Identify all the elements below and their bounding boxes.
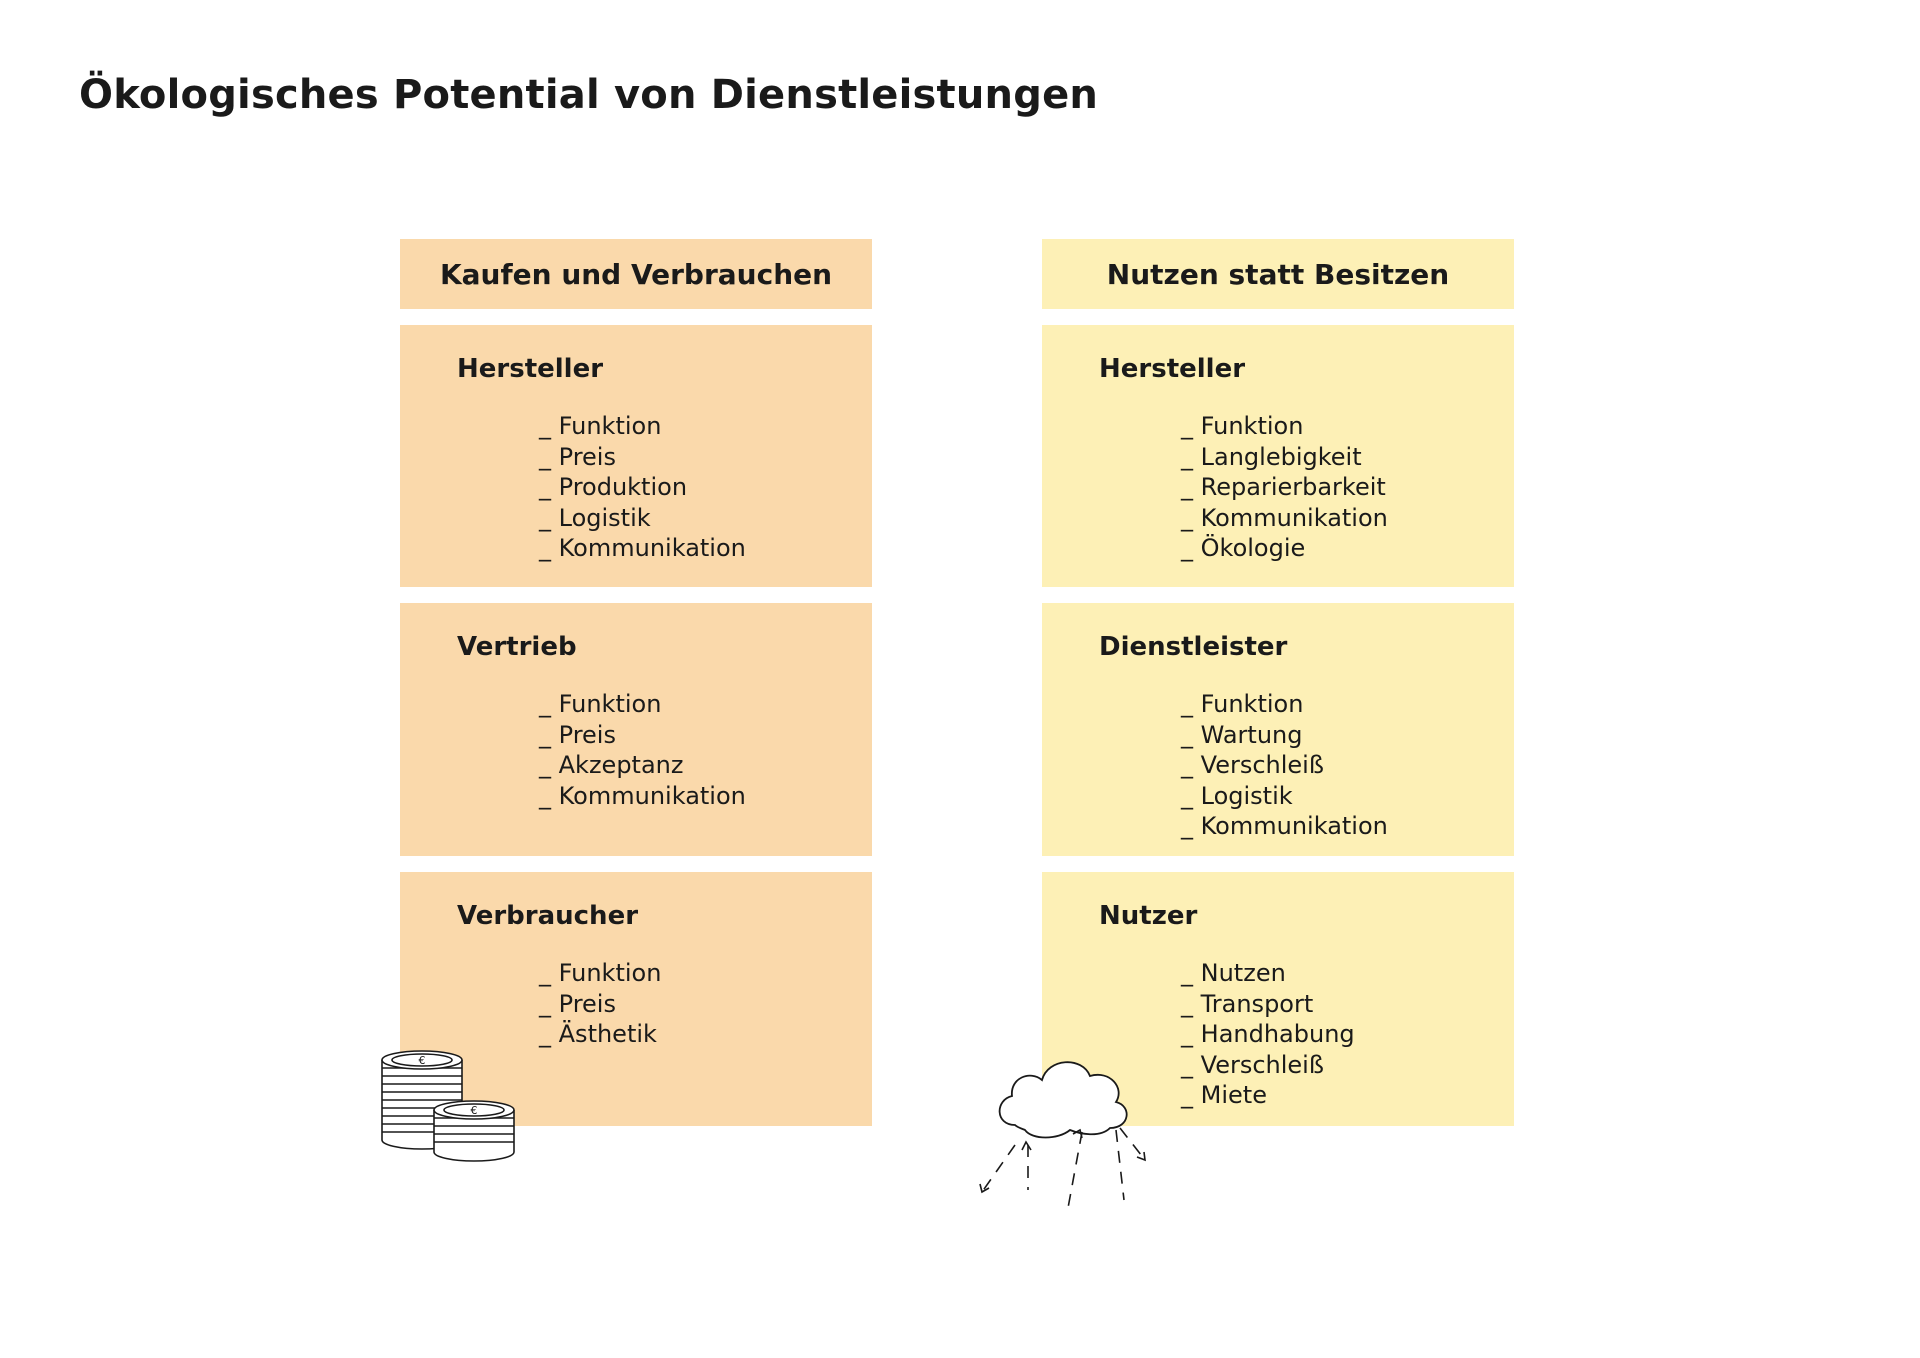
list-item: _ Kommunikation xyxy=(1181,503,1514,534)
item-list xyxy=(1181,411,1514,564)
item-list xyxy=(1181,958,1514,1111)
list-item: _ Kommunikation xyxy=(539,781,872,812)
list-item: _ Funktion xyxy=(1181,689,1514,720)
item-list xyxy=(539,411,872,564)
svg-text:€: € xyxy=(470,1104,478,1117)
list-item: _ Langlebigkeit xyxy=(1181,442,1514,473)
list-item: _ Handhabung xyxy=(1181,1019,1514,1050)
list-item: _ Akzeptanz xyxy=(539,750,872,781)
list-item: _ Ökologie xyxy=(1181,533,1514,564)
list-item: _ Verschleiß xyxy=(1181,750,1514,781)
cloud-arrows-icon xyxy=(970,1030,1170,1210)
list-item: _ Logistik xyxy=(539,503,872,534)
box-vertrieb xyxy=(400,603,872,856)
list-item: _ Preis xyxy=(539,442,872,473)
box-title: Verbraucher xyxy=(457,901,639,931)
box-title: Hersteller xyxy=(1099,354,1246,384)
column-header: Nutzen statt Besitzen xyxy=(1042,239,1514,309)
list-item: _ Nutzen xyxy=(1181,958,1514,989)
column-nutzen-statt-besitzen xyxy=(1042,239,1514,1126)
list-item: _ Transport xyxy=(1181,989,1514,1020)
list-item: _ Kommunikation xyxy=(539,533,872,564)
box-title: Dienstleister xyxy=(1099,632,1288,662)
column-kaufen-und-verbrauchen xyxy=(400,239,872,1126)
list-item: _ Kommunikation xyxy=(1181,811,1514,842)
euro-coins-icon xyxy=(378,1040,528,1170)
list-item: _ Wartung xyxy=(1181,720,1514,751)
list-item: _ Verschleiß xyxy=(1181,1050,1514,1081)
box-title: Hersteller xyxy=(457,354,604,384)
svg-text:€: € xyxy=(418,1054,426,1067)
list-item: _ Funktion xyxy=(539,411,872,442)
list-item: _ Produktion xyxy=(539,472,872,503)
item-list xyxy=(539,689,872,811)
item-list xyxy=(1181,689,1514,842)
list-item: _ Miete xyxy=(1181,1080,1514,1111)
box-dienstleister xyxy=(1042,603,1514,856)
list-item: _ Ästhetik xyxy=(539,1019,872,1050)
list-item: _ Preis xyxy=(539,720,872,751)
box-hersteller xyxy=(1042,325,1514,587)
box-title: Nutzer xyxy=(1099,901,1198,931)
box-hersteller xyxy=(400,325,872,587)
box-title: Vertrieb xyxy=(457,632,577,662)
page-title: Ökologisches Potential von Dienstleistungen xyxy=(79,72,1099,118)
list-item: _ Funktion xyxy=(1181,411,1514,442)
column-header: Kaufen und Verbrauchen xyxy=(400,239,872,309)
list-item: _ Logistik xyxy=(1181,781,1514,812)
list-item: _ Funktion xyxy=(539,958,872,989)
item-list xyxy=(539,958,872,1050)
list-item: _ Funktion xyxy=(539,689,872,720)
list-item: _ Reparierbarkeit xyxy=(1181,472,1514,503)
list-item: _ Preis xyxy=(539,989,872,1020)
